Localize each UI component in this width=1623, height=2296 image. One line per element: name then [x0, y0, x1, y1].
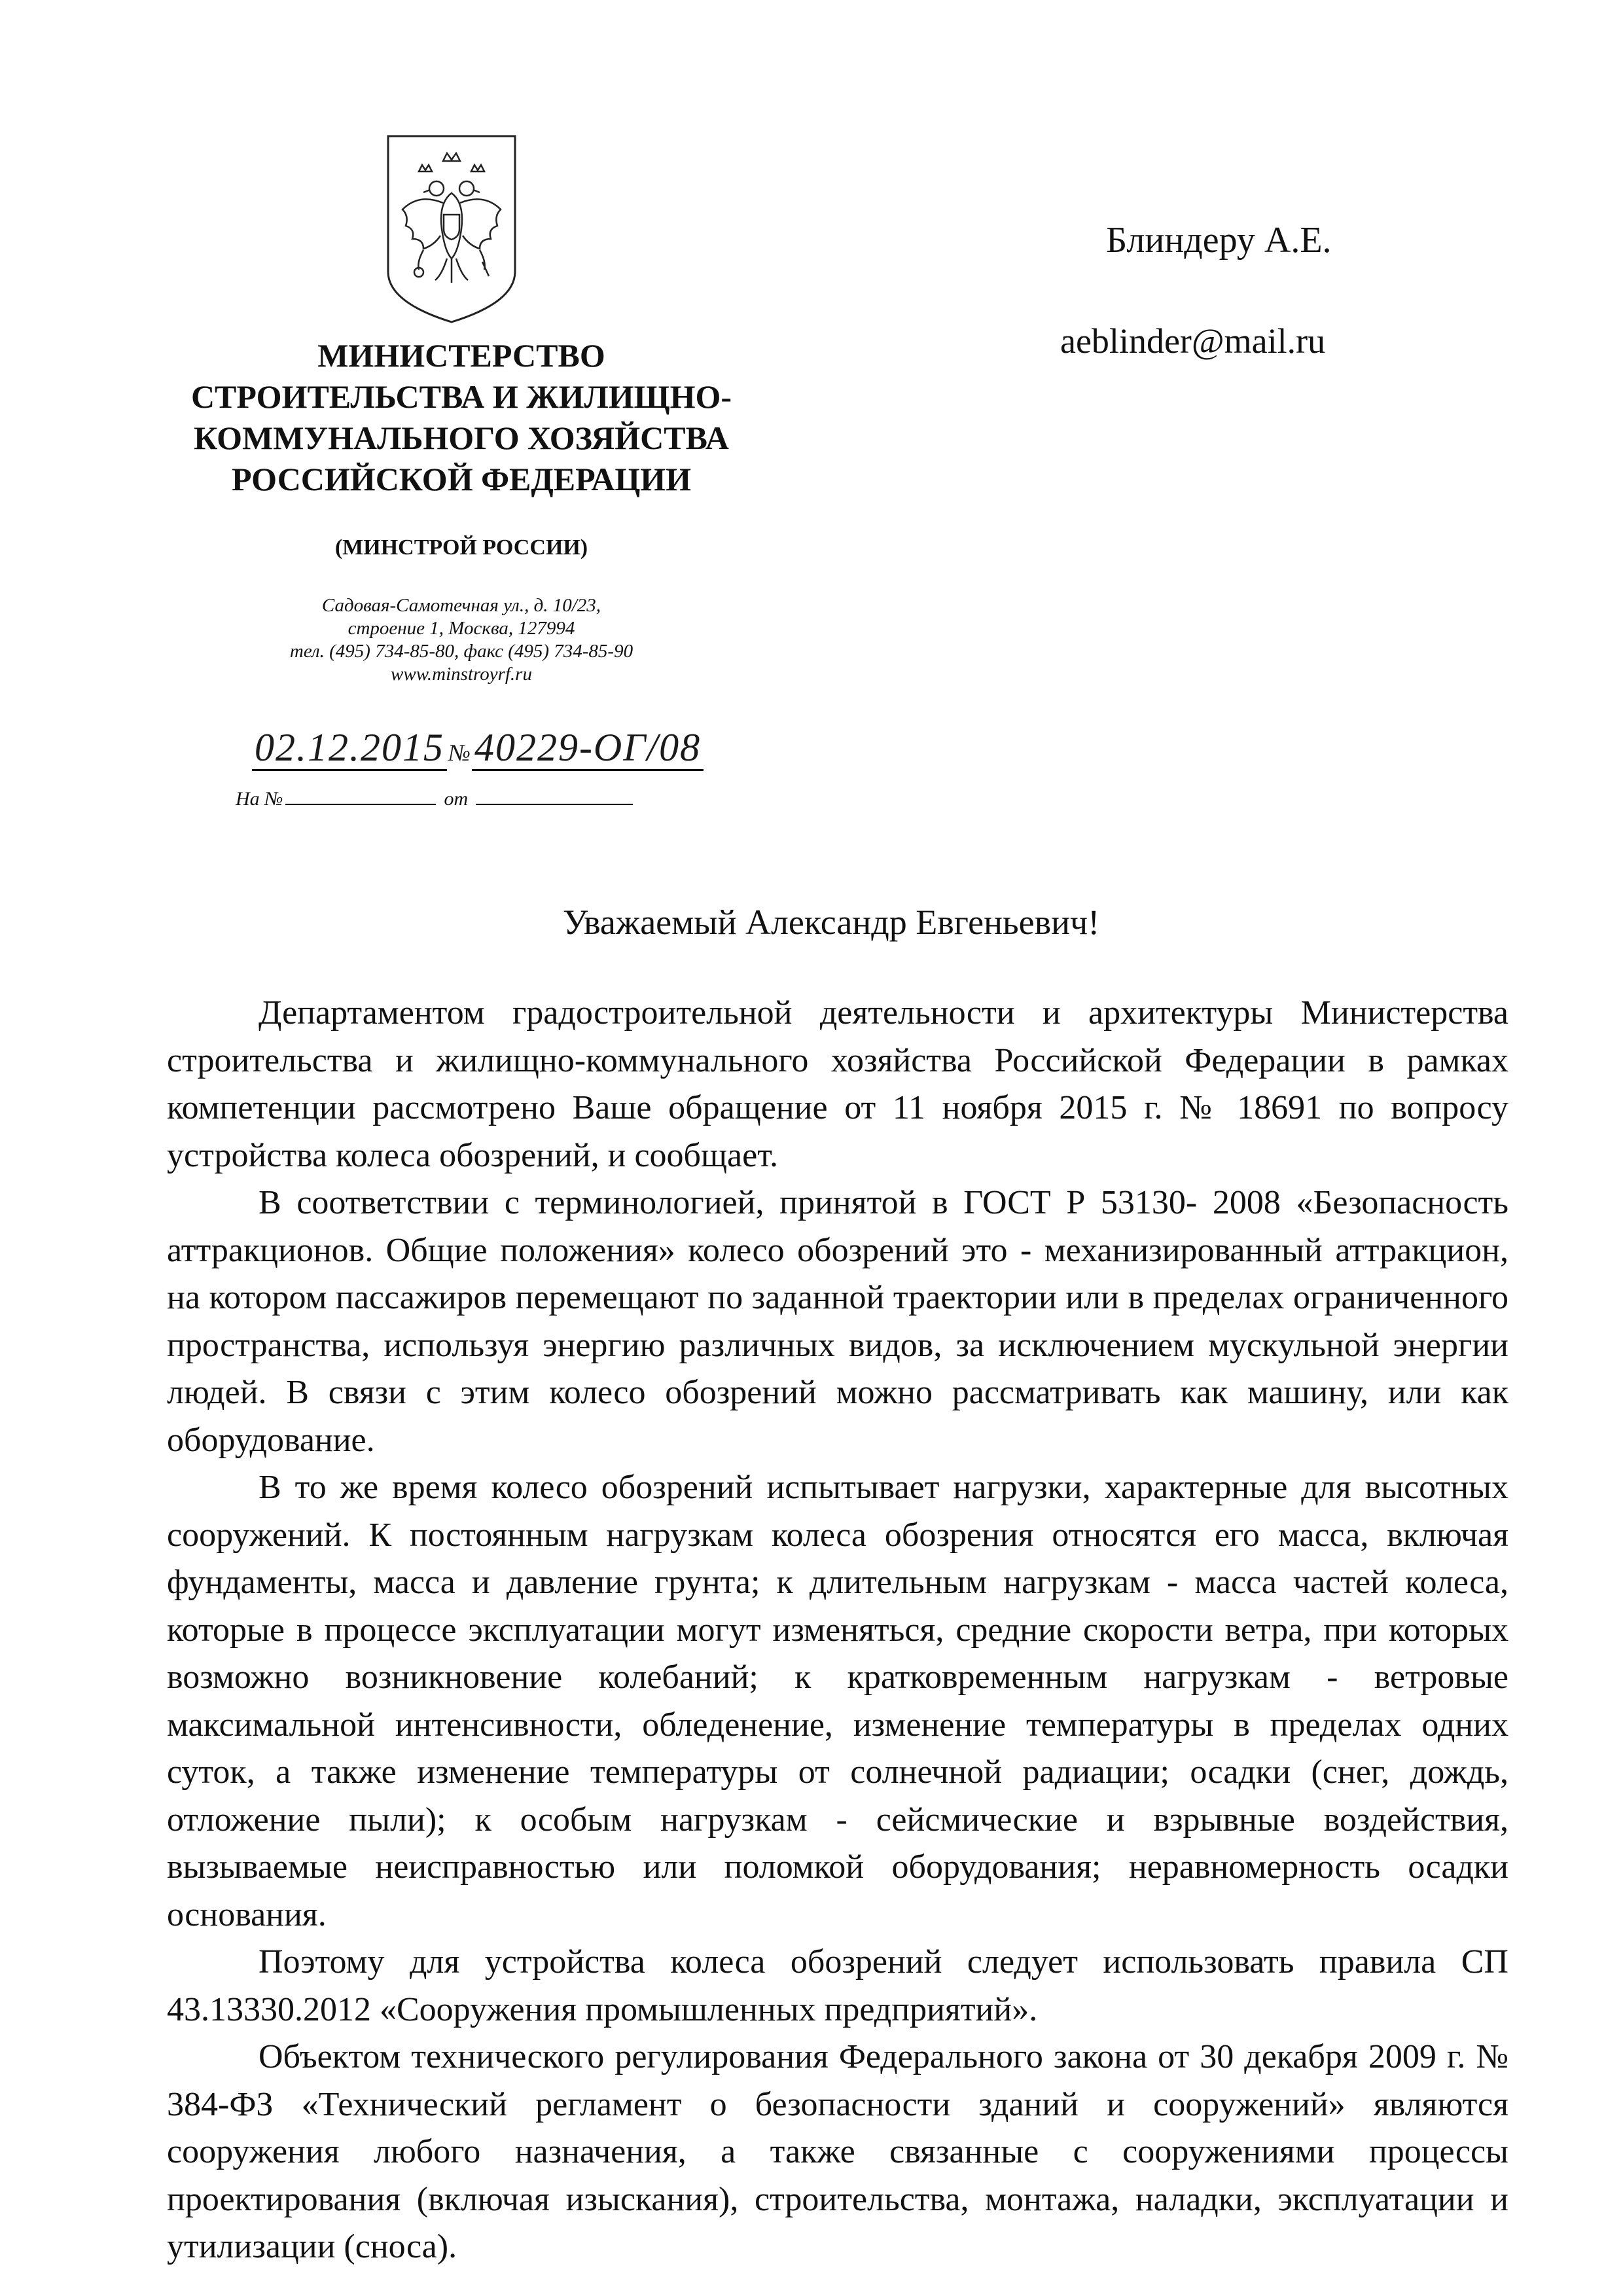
- coat-of-arms-icon: [383, 131, 520, 327]
- ministry-address: [183, 594, 740, 686]
- recipient-name: Блиндеру А.Е.: [1106, 220, 1332, 260]
- address-line: строение 1, Москва, 127994: [348, 618, 575, 639]
- paragraph: Объектом технического регулирования Федерального закона от 30 декабря 2009 г. № 384-ФЗ «Технический регламент о безопасности зданий и сооружений» являются сооружения любого назначения, а также связанные с сооружениями процессы проектирования (включая изыскания), строительства, монтажа, наладки, эксплуатации и утилизации (сноса).: [167, 2038, 1508, 2265]
- address-line: Садовая-Самотечная ул., д. 10/23,: [321, 595, 601, 616]
- reference-number-label: На №: [236, 788, 283, 810]
- greeting: Уважаемый Александр Евгеньевич!: [563, 903, 1100, 942]
- ministry-name: [183, 335, 740, 500]
- ministry-name-line: КОММУНАЛЬНОГО ХОЗЯЙСТВА: [194, 420, 729, 456]
- reference-number-blank: [285, 785, 436, 805]
- paragraph: В то же время колесо обозрений испытывает нагрузки, характерные для высотных сооружений. К постоянным нагрузкам колеса обозрения относятся его масса, включая фундаменты, масса и давление грунта; к длительным нагрузкам - масса частей колеса, которые в процессе эксплуатации могут изменяться, средние скорости ветра, при которых возможно возникновение колебаний; к кратковременным нагрузкам - ветровые максимальной интенсивности, обледенение, изменение температуры в пределах одних суток, а также изменение температуры от солнечной радиации; осадки (снег, дождь, отложение пыли); к особым нагрузкам - сейсмические и взрывные воздействия, вызываемые неисправностью или поломкой оборудования; неравномерность осадки основания.: [167, 1469, 1508, 1933]
- paragraph: В соответствии с терминологией, принятой в ГОСТ Р 53130- 2008 «Безопасность аттракционов. Общие положения» колесо обозрений это - механизированный аттракцион, на котором пассажиров перемещают по заданной траектории или в пределах ограниченного пространства, используя энергию различных видов, за исключением мускульной энергии людей. В связи с этим колесо обозрений можно рассматривать как машину, или как оборудование.: [167, 1184, 1508, 1459]
- registration-number: 40229-ОГ/08: [472, 726, 704, 771]
- reference-date-blank: [476, 785, 633, 805]
- ministry-name-line: СТРОИТЕЛЬСТВА И ЖИЛИЩНО-: [190, 378, 732, 415]
- reference-line: [236, 785, 633, 810]
- reference-date-label: от: [444, 788, 469, 810]
- website-line: www.minstroyrf.ru: [391, 664, 532, 685]
- recipient-email: aeblinder@mail.ru: [1060, 321, 1326, 361]
- number-sign: №: [448, 740, 471, 766]
- letter-body: [167, 990, 1508, 2271]
- paragraph: Поэтому для устройства колеса обозрений следует использовать правила СП 43.13330.2012 «Сооружения промышленных предприятий».: [167, 1943, 1508, 2028]
- ministry-name-line: РОССИЙСКОЙ ФЕДЕРАЦИИ: [231, 461, 692, 497]
- registration-line: [252, 725, 704, 770]
- address-line: тел. (495) 734-85-80, факс (495) 734-85-90: [289, 641, 633, 662]
- registration-date: 02.12.2015: [252, 726, 447, 771]
- ministry-name-line: МИНИСТЕРСТВО: [317, 337, 605, 374]
- paragraph: Департаментом градостроительной деятельности и архитектуры Министерства строительства и жилищно-коммунального хозяйства Российской Федерации в рамках компетенции рассмотрено Ваше обращение от 11 ноября 2015 г. № 18691 по вопросу устройства колеса обозрений, и сообщает.: [167, 994, 1508, 1174]
- ministry-short-name: (МИНСТРОЙ РОССИИ): [334, 535, 588, 560]
